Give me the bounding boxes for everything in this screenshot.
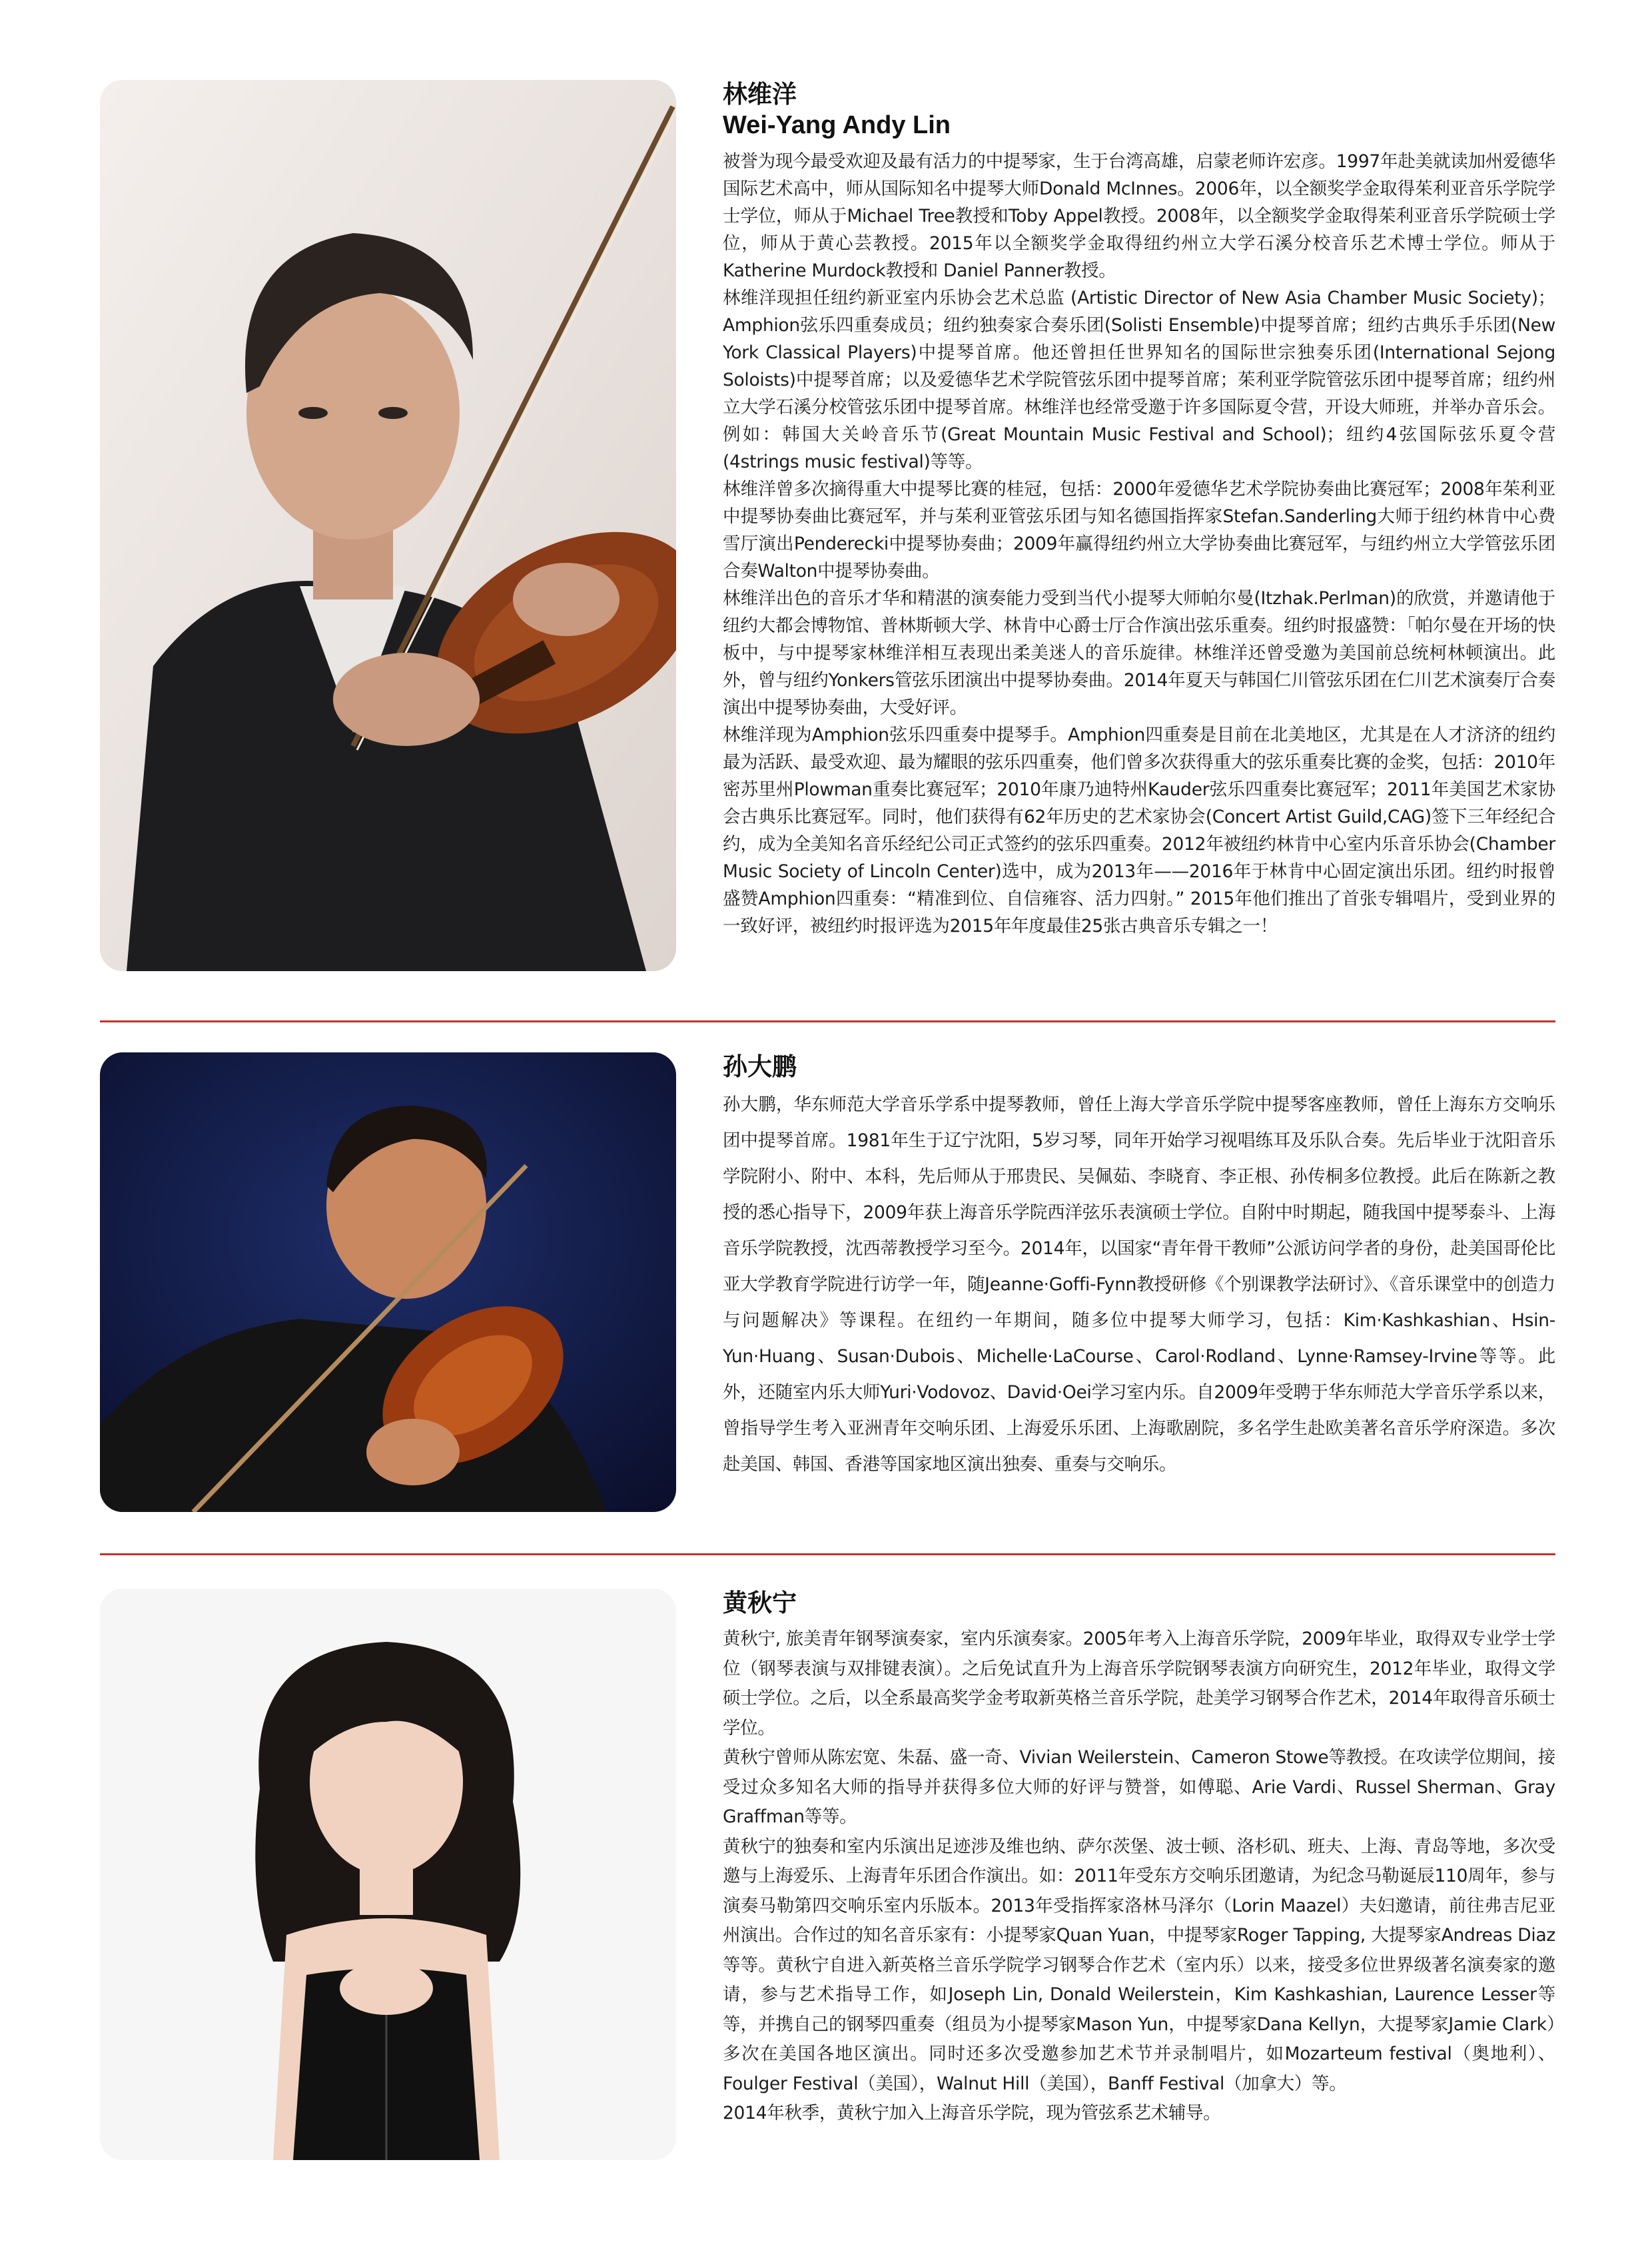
section-divider: [100, 1020, 1555, 1022]
bio-paragraph: 林维洋曾多次摘得重大中提琴比赛的桂冠，包括：2000年爱德华艺术学院协奏曲比赛冠军；2008年茱利亚中提琴协奏曲比赛冠军，并与茱利亚管弦乐团与知名德国指挥家Stefan.Sanderling大师于纽约林肯中心费雪厅演出Penderecki中提琴协奏曲；2009年赢得纽约州立大学协奏曲比赛冠军，与纽约州立大学管弦乐团合奏Walton中提琴协奏曲。: [723, 479, 1555, 581]
profile-wei-yang-lin: [100, 80, 1555, 986]
profile-text-huang-qiuning: [723, 1589, 1555, 2129]
profile-huang-qiuning: [100, 1589, 1555, 2175]
profile-name-cn: 孙大鹏: [723, 1052, 797, 1081]
profile-name-en: Wei-Yang Andy Lin: [723, 111, 951, 139]
bio-paragraph: 2014年秋季，黄秋宁加入上海音乐学院，现为管弦系艺术辅导。: [723, 2103, 1221, 2123]
pianist-portrait-icon: [100, 1589, 676, 2160]
violinist-stage-photo: [100, 1052, 676, 1512]
profile-text-sun-dapeng: [723, 1052, 1555, 1483]
violist-portrait-photo: [100, 80, 676, 971]
violinist-stage-icon: [100, 1052, 676, 1512]
bio-paragraph: 林维洋出色的音乐才华和精湛的演奏能力受到当代小提琴大师帕尔曼(Itzhak.Perlman)的欣赏，并邀请他于纽约大都会博物馆、普林斯顿大学、林肯中心爵士厅合作演出弦乐重奏。纽约时报盛赞：「帕尔曼在开场的快板中，与中提琴家林维洋相互表现出柔美迷人的音乐旋律。林维洋还曾受邀为美国前总统柯林顿演出。此外，曾与纽约Yonkers管弦乐团演出中提琴协奏曲。2014年夏天与韩国仁川管弦乐团在仁川艺术演奏厅合奏演出中提琴协奏曲，大受好评。: [723, 588, 1555, 718]
bio-paragraph: 林维洋现为Amphion弦乐四重奏中提琴手。Amphion四重奏是目前在北美地区，尤其是在人才济济的纽约最为活跃、最受欢迎、最为耀眼的弦乐四重奏，他们曾多次获得重大的弦乐重奏比赛的金奖，包括：2010年密苏里州Plowman重奏比赛冠军；2010年康乃迪特州Kauder弦乐四重奏比赛冠军；2011年美国艺术家协会古典乐比赛冠军。同时，他们获得有62年历史的艺术家协会(Concert Artist Guild,CAG)签下三年经纪合约，成为全美知名音乐经纪公司正式签约的弦乐四重奏。2012年被纽约林肯中心室内乐音乐协会(Chamber Music Society of Lincoln Center)选中，成为2013年——2016年于林肯中心固定演出乐团。纽约时报曾盛赞Amphion四重奏：“精准到位、自信雍容、活力四射。” 2015年他们推出了首张专辑唱片，受到业界的一致好评，被纽约时报评选为2015年年度最佳25张古典音乐专辑之一！: [723, 725, 1555, 936]
bio-paragraph: 黄秋宁曾师从陈宏宽、朱磊、盛一奇、Vivian Weilerstein、Cameron Stowe等教授。在攻读学位期间，接受过众多知名大师的指导并获得多位大师的好评与赞誉，如傅聪、Arie Vardi、Russel Sherman、Gray Graffman等等。: [723, 1747, 1555, 1827]
profile-sun-dapeng: [100, 1052, 1555, 1532]
bio-paragraph: 孙大鹏，华东师范大学音乐学系中提琴教师，曾任上海大学音乐学院中提琴客座教师，曾任上海东方交响乐团中提琴首席。1981年生于辽宁沈阳，5岁习琴，同年开始学习视唱练耳及乐队合奏。先后毕业于沈阳音乐学院附小、附中、本科，先后师从于邢贵民、吴佩茹、李晓育、李正根、孙传桐多位教授。此后在陈新之教授的悉心指导下，2009年获上海音乐学院西洋弦乐表演硕士学位。自附中时期起，随我国中提琴泰斗、上海音乐学院教授，沈西蒂教授学习至今。2014年，以国家“青年骨干教师”公派访问学者的身份，赴美国哥伦比亚大学教育学院进行访学一年，随Jeanne·Goffi-Fynn教授研修《个别课教学法研讨》、《音乐课堂中的创造力与问题解决》等课程。在纽约一年期间，随多位中提琴大师学习，包括：Kim·Kashkashian、Hsin-Yun·Huang、Susan·Dubois、Michelle·LaCourse、Carol·Rodland、Lynne·Ramsey-Irvine等等。此外，还随室内乐大师Yuri·Vodovoz、David·Oei学习室内乐。自2009年受聘于华东师范大学音乐学系以来，曾指导学生考入亚洲青年交响乐团、上海爱乐乐团、上海歌剧院，多名学生赴欧美著名音乐学府深造。多次赴美国、韩国、香港等国家地区演出独奏、重奏与交响乐。: [723, 1094, 1555, 1475]
profile-name-cn: 黄秋宁: [723, 1589, 797, 1617]
violist-portrait-icon: [100, 80, 676, 971]
bio-paragraph: 被誉为现今最受欢迎及最有活力的中提琴家，生于台湾高雄，启蒙老师许宏彦。1997年赴美就读加州爱德华国际艺术高中，师从国际知名中提琴大师Donald McInnes。2006年，以全额奖学金取得茱利亚音乐学院学士学位，师从于Michael Tree教授和Toby Appel教授。2008年，以全额奖学金取得茱利亚音乐学院硕士学位，师从于黄心芸教授。2015年以全额奖学金取得纽约州立大学石溪分校音乐艺术博士学位。师从于Katherine Murdock教授和 Daniel Panner教授。: [723, 151, 1555, 281]
profile-text-wei-yang-lin: [723, 80, 1555, 940]
profile-name-cn: 林维洋: [723, 80, 797, 109]
bio-paragraph: 林维洋现担任纽约新亚室内乐协会艺术总监 (Artistic Director of New Asia Chamber Music Society)；Amphion弦乐四重奏成员；纽约独奏家合奏乐团(Solisti Ensemble)中提琴首席；纽约古典乐手乐团(New York Classical Players)中提琴首席。他还曾担任世界知名的国际世宗独奏乐团(International Sejong Soloists)中提琴首席；以及爱德华艺术学院管弦乐团中提琴首席；茱利亚学院管弦乐团中提琴首席；纽约州立大学石溪分校管弦乐团中提琴首席。林维洋也经常受邀于许多国际夏令营，开设大师班，并举办音乐会。例如：韩国大关岭音乐节(Great Mountain Music Festival and School)；纽约4弦国际弦乐夏令营(4strings music festival)等等。: [723, 288, 1555, 472]
pianist-portrait-photo: [100, 1589, 676, 2160]
bio-paragraph: 黄秋宁, 旅美青年钢琴演奏家，室内乐演奏家。2005年考入上海音乐学院，2009年毕业，取得双专业学士学位（钢琴表演与双排键表演）。之后免试直升为上海音乐学院钢琴表演方向研究生，2012年毕业，取得文学硕士学位。之后，以全系最高奖学金考取新英格兰音乐学院，赴美学习钢琴合作艺术，2014年取得音乐硕士学位。: [723, 1629, 1555, 1738]
section-divider: [100, 1553, 1555, 1555]
bio-paragraph: 黄秋宁的独奏和室内乐演出足迹涉及维也纳、萨尔茨堡、波士顿、洛杉矶、班夫、上海、青岛等地，多次受邀与上海爱乐、上海青年乐团合作演出。如：2011年受东方交响乐团邀请，为纪念马勒诞辰110周年，参与演奏马勒第四交响乐室内乐版本。2013年受指挥家洛林马泽尔（Lorin Maazel）夫妇邀请，前往弗吉尼亚州演出。合作过的知名音乐家有：小提琴家Quan Yuan，中提琴家Roger Tapping, 大提琴家Andreas Diaz等等。黄秋宁自进入新英格兰音乐学院学习钢琴合作艺术（室内乐）以来，接受多位世界级著名演奏家的邀请，参与艺术指导工作，如Joseph Lin, Donald Weilerstein，Kim Kashkashian, Laurence Lesser等等，并携自己的钢琴四重奏（组员为小提琴家Mason Yun，中提琴家Dana Kellyn，大提琴家Jamie Clark）多次在美国各地区演出。同时还多次受邀参加艺术节并录制唱片，如Mozarteum festival（奥地利）、Foulger Festival（美国），Walnut Hill（美国），Banff Festival（加拿大）等。: [723, 1836, 1556, 2094]
